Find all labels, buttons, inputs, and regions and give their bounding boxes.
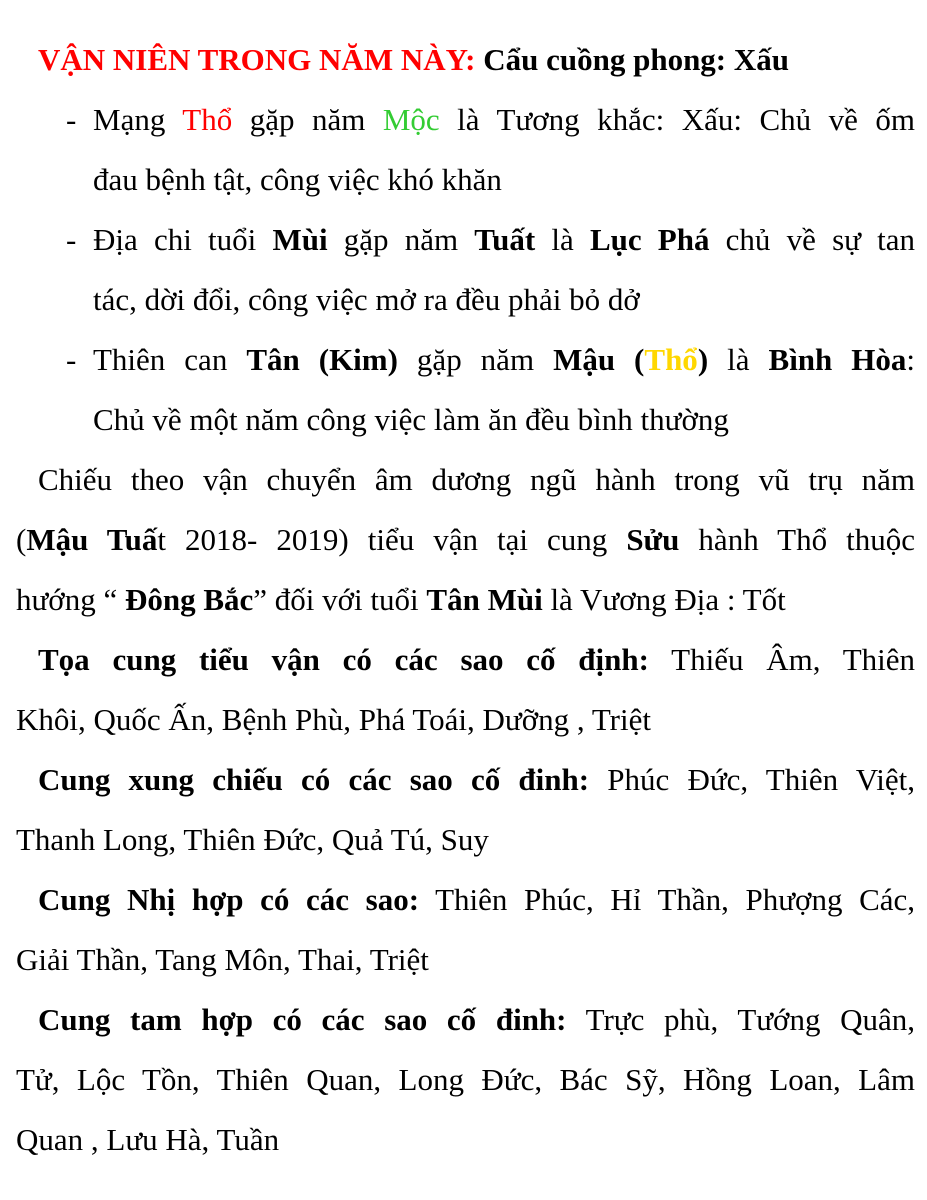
para-3-text: Phúc Đức, Thiên Việt, <box>589 762 915 797</box>
para-1-bold-suu: Sửu <box>626 522 680 557</box>
para-1-bold-tanmui: Tân Mùi <box>426 582 543 617</box>
para-1-line-2 <box>16 510 915 570</box>
bullet-2-text-a4: chủ về sự tan <box>709 222 915 257</box>
bullet-2-text-a2: gặp năm <box>327 222 475 257</box>
para-2-text: Thiếu Âm, Thiên <box>648 642 915 677</box>
element-wood-word: Mộc <box>382 102 440 137</box>
para-5-label: Cung tam hợp có các sao cố đinh: <box>38 1002 567 1037</box>
title-line <box>16 30 915 90</box>
element-earth-word: Thổ <box>182 102 233 137</box>
para-1-line-3 <box>16 570 915 630</box>
bullet-3-bold-tan-kim: Tân (Kim) <box>246 342 398 377</box>
para-3-line-1 <box>16 750 915 810</box>
bullet-3-bold-paren: ) <box>697 342 709 377</box>
bullet-3-text-a3: là <box>708 342 769 377</box>
para-1-text-a2: t 2018- 2019) tiểu vận tại cung <box>157 522 627 557</box>
para-5-text: Trực phù, Tướng Quân, <box>566 1002 915 1037</box>
bullet-2-text-a3: là <box>535 222 590 257</box>
para-1-text-a3: hành Thổ thuộc <box>679 522 915 557</box>
bullet-2-line-2: tác, dời đổi, công việc mở ra đều phải bỏ dở <box>93 282 640 317</box>
bullet-3-bold-mau: Mậu ( <box>553 342 645 377</box>
bullet-3-line-2: Chủ về một năm công việc làm ăn đều bình thường <box>93 402 729 437</box>
bullet-3-text-a: Thiên can <box>93 342 247 377</box>
bullet-1-text-a: Mạng <box>93 102 183 137</box>
bullet-1-text-c: là Tương khắc: Xấu: Chủ về ốm <box>439 102 915 137</box>
para-2-label: Tọa cung tiểu vận có các sao cố định: <box>38 642 649 677</box>
para-4-text: Thiên Phúc, Hỉ Thần, Phượng Các, <box>419 882 915 917</box>
bullet-3-text-a2: gặp năm <box>397 342 554 377</box>
bullet-1-line-1 <box>16 90 915 150</box>
bullet-2-bold-lucpha: Lục Phá <box>589 222 710 257</box>
para-1-bold-mautuat: Mậu Tuấ <box>26 522 158 557</box>
para-5-line-1 <box>16 990 915 1050</box>
para-2-line-1 <box>16 630 915 690</box>
bullet-2-text-a: Địa chi tuổi <box>93 222 273 257</box>
bullet-dash: - <box>66 222 77 257</box>
para-1-text-b2: ” đối với tuổi <box>253 582 427 617</box>
para-4-line-1 <box>16 870 915 930</box>
bullet-2-line-1 <box>16 210 915 270</box>
bullet-3-text-a4: : <box>906 342 915 377</box>
bullet-3-bold-binhhoa: Bình Hòa <box>768 342 907 377</box>
title-verdict: Cẩu cuồng phong: Xấu <box>475 42 790 77</box>
para-1-text-a: ( <box>16 522 27 557</box>
bullet-dash: - <box>66 102 77 137</box>
para-5-line-2: Tử, Lộc Tồn, Thiên Quan, Long Đức, Bác Sỹ, Hồng Loan, Lâm <box>16 1062 915 1097</box>
para-4-line-2: Giải Thần, Tang Môn, Thai, Triệt <box>16 942 429 977</box>
bullet-dash: - <box>66 342 77 377</box>
bullet-3-line-1 <box>16 330 915 390</box>
para-5-line-3: Quan , Lưu Hà, Tuần <box>16 1122 280 1157</box>
bullet-1-line-2: đau bệnh tật, công việc khó khăn <box>93 162 502 197</box>
para-1-line-1: Chiếu theo vận chuyển âm dương ngũ hành trong vũ trụ năm <box>38 462 915 497</box>
para-1-bold-dongbac: Đông Bắc <box>124 582 254 617</box>
bullet-2-bold-tuat: Tuất <box>474 222 536 257</box>
para-1-text-b3: là Vương Địa : Tốt <box>542 582 786 617</box>
bullet-1-text-b: gặp năm <box>232 102 383 137</box>
para-2-line-2: Khôi, Quốc Ấn, Bệnh Phù, Phá Toái, Dưỡng , Triệt <box>16 702 651 737</box>
title-heading: VẬN NIÊN TRONG NĂM NÀY: <box>38 42 476 77</box>
bullet-2-bold-mui: Mùi <box>272 222 328 257</box>
para-3-line-2: Thanh Long, Thiên Đức, Quả Tú, Suy <box>16 822 489 857</box>
para-4-label: Cung Nhị hợp có các sao: <box>38 882 420 917</box>
para-1-text-b: hướng “ <box>16 582 125 617</box>
element-earth-yellow-word: Thổ <box>644 342 698 377</box>
para-3-label: Cung xung chiếu có các sao cố đinh: <box>38 762 590 797</box>
